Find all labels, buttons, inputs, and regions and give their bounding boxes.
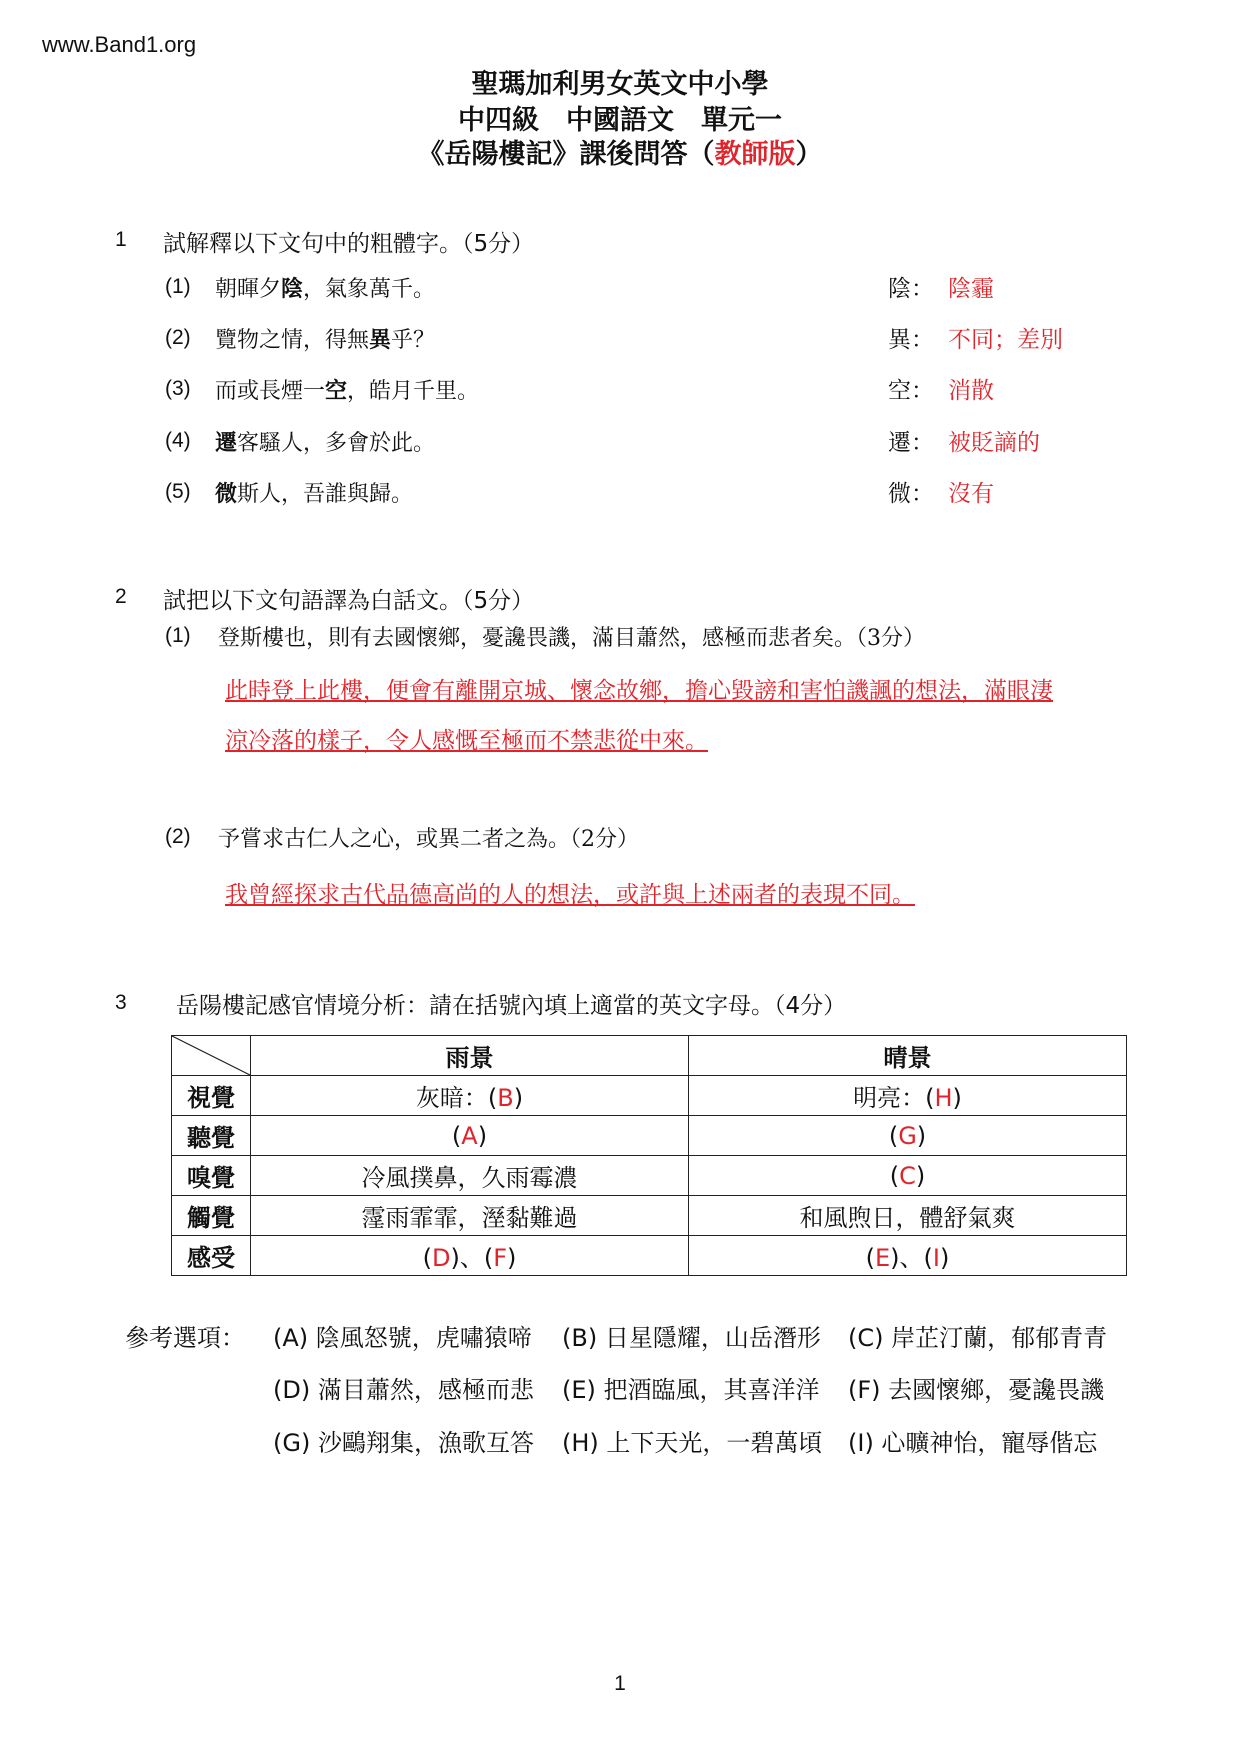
q2-answer-line: 我曾經探求古代品德高尚的人的想法，或許與上述兩者的表現不同。: [225, 882, 915, 908]
rain-cell: 霪雨霏霏，溼黏難過: [251, 1196, 689, 1236]
option-item: (B) 日星隱耀，山岳潛形: [562, 1324, 821, 1352]
q2-item-number: (2): [165, 825, 191, 848]
q1-item-text: 微斯人，吾誰與歸。: [215, 481, 414, 507]
table-row: [172, 1116, 1127, 1156]
sunny-cell: (C): [689, 1156, 1127, 1196]
q1-item-answer: 被貶謫的: [948, 430, 1040, 456]
q1-item-answer: 不同；差別: [948, 327, 1063, 353]
row-label: 嗅覺: [172, 1156, 251, 1196]
title-suffix: ）: [795, 139, 823, 170]
row-label: 視覺: [172, 1076, 251, 1116]
q1-item-number: (3): [165, 377, 191, 400]
q2-item-text: 登斯樓也，則有去國懷鄉，憂讒畏譏，滿目蕭然，感極而悲者矣。（3分）: [218, 626, 925, 651]
table-row: [172, 1076, 1127, 1116]
q1-item-text: 朝暉夕陰，氣象萬千。: [215, 276, 436, 302]
table-row: [172, 1236, 1127, 1276]
q1-item-answer: 沒有: [948, 481, 994, 507]
option-item: (I) 心曠神怡，寵辱偕忘: [848, 1429, 1098, 1457]
q2-answer-line: 涼冷落的樣子，令人感慨至極而不禁悲從中來。: [225, 728, 708, 754]
q2-number: 2: [115, 585, 127, 608]
q1-item-text: 覽物之情，得無異乎？: [215, 327, 436, 353]
table-header-row: [172, 1036, 1127, 1076]
q1-item-number: (1): [165, 275, 191, 298]
row-label: 感受: [172, 1236, 251, 1276]
diagonal-corner-cell: [172, 1036, 251, 1076]
col-header-sunny: 晴景: [689, 1036, 1127, 1076]
sunny-cell: 和風煦日，體舒氣爽: [689, 1196, 1127, 1236]
q2-item-number: (1): [165, 624, 191, 647]
rain-cell: 冷風撲鼻，久雨霉濃: [251, 1156, 689, 1196]
teacher-edition-label: 教師版: [714, 139, 796, 170]
q2-prompt: 試把以下文句語譯為白話文。（5分）: [163, 588, 535, 614]
q1-item-number: (2): [165, 326, 191, 349]
q1-item-key: 遷：: [888, 430, 934, 456]
site-watermark: www.Band1.org: [42, 32, 197, 57]
course-line: 中四級 中國語文 單元一: [458, 105, 782, 136]
q2-answer-line: 此時登上此樓，便會有離開京城、懷念故鄉，擔心毀謗和害怕譏諷的想法，滿眼淒: [225, 678, 1053, 704]
sunny-cell: 明亮：(H): [689, 1076, 1127, 1116]
q1-item-answer: 陰霾: [948, 276, 994, 302]
q1-number: 1: [115, 228, 127, 251]
row-label: 觸覺: [172, 1196, 251, 1236]
page-number: 1: [614, 1672, 626, 1695]
q1-item-key: 異：: [888, 327, 934, 353]
q3-prompt: 岳陽樓記感官情境分析：請在括號內填上適當的英文字母。（4分）: [176, 993, 847, 1019]
rain-cell: (A): [251, 1116, 689, 1156]
q3-number: 3: [115, 991, 127, 1014]
table-row: [172, 1196, 1127, 1236]
option-item: (H) 上下天光，一碧萬頃: [562, 1429, 823, 1457]
q1-item-answer: 消散: [948, 378, 994, 404]
rain-cell: (D)、(F): [251, 1236, 689, 1276]
option-item: (C) 岸芷汀蘭，郁郁青青: [848, 1324, 1108, 1352]
option-item: (F) 去國懷鄉，憂讒畏譏: [848, 1376, 1105, 1404]
table-row: [172, 1156, 1127, 1196]
q1-item-number: (4): [165, 429, 191, 452]
q1-item-text: 遷客騷人，多會於此。: [215, 430, 436, 456]
q1-item-key: 陰：: [888, 276, 934, 302]
sunny-cell: (G): [689, 1116, 1127, 1156]
school-name: 聖瑪加利男女英文中小學: [471, 69, 769, 100]
title-prefix: 《岳陽樓記》課後問答（: [417, 139, 715, 170]
option-item: (E) 把酒臨風，其喜洋洋: [562, 1376, 820, 1404]
q1-prompt: 試解釋以下文句中的粗體字。（5分）: [163, 231, 535, 257]
reference-label: 參考選項：: [125, 1324, 245, 1352]
q1-item-key: 空：: [888, 378, 934, 404]
q1-item-key: 微：: [888, 481, 934, 507]
row-label: 聽覺: [172, 1116, 251, 1156]
option-item: (D) 滿目蕭然，感極而悲: [273, 1376, 534, 1404]
col-header-rain: 雨景: [251, 1036, 689, 1076]
option-item: (G) 沙鷗翔集，漁歌互答: [273, 1429, 534, 1457]
q2-item-text: 予嘗求古仁人之心，或異二者之為。（2分）: [218, 827, 639, 852]
option-item: (A) 陰風怒號，虎嘯猿啼: [273, 1324, 532, 1352]
q1-item-text: 而或長煙一空，皓月千里。: [215, 378, 480, 404]
senses-table: [171, 1035, 1127, 1276]
worksheet-title: [0, 132, 1240, 171]
rain-cell: 灰暗：(B): [251, 1076, 689, 1116]
sunny-cell: (E)、(I): [689, 1236, 1127, 1276]
q1-item-number: (5): [165, 480, 191, 503]
